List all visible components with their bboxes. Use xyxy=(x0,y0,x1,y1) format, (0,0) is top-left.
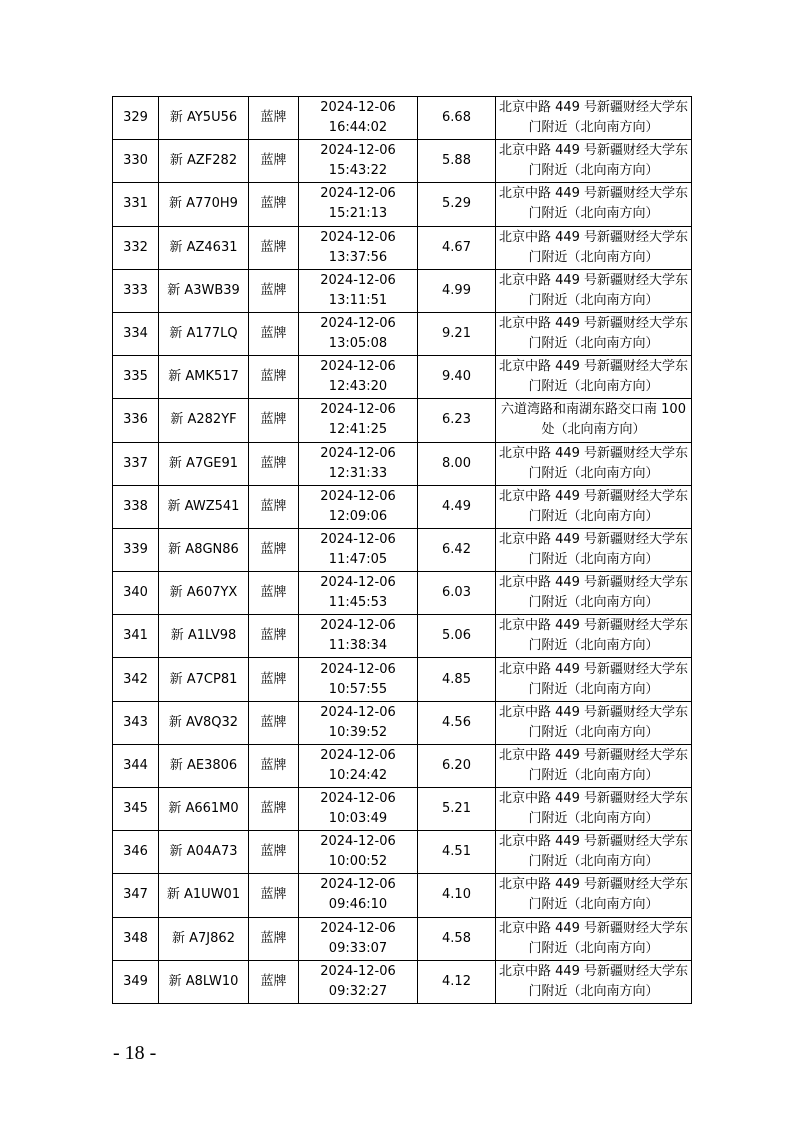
table-row xyxy=(113,356,692,399)
plate-number-cell: 新 A7GE91 xyxy=(159,442,249,485)
plate-number-cell: 新 A1UW01 xyxy=(159,874,249,917)
datetime-cell xyxy=(299,788,418,831)
row-number-cell: 333 xyxy=(113,269,159,312)
plate-color-cell: 蓝牌 xyxy=(249,701,299,744)
records-table xyxy=(112,96,692,1004)
row-number-cell: 341 xyxy=(113,615,159,658)
row-number-cell: 339 xyxy=(113,528,159,571)
row-number-cell: 330 xyxy=(113,140,159,183)
datetime-cell xyxy=(299,399,418,442)
row-number-cell: 331 xyxy=(113,183,159,226)
plate-number-cell: 新 A607YX xyxy=(159,572,249,615)
table-row xyxy=(113,615,692,658)
location-cell: 北京中路 449 号新疆财经大学东门附近（北向南方向） xyxy=(496,615,692,658)
table-row xyxy=(113,312,692,355)
value-cell: 4.49 xyxy=(418,485,496,528)
date-text: 2024-12-06 xyxy=(320,618,396,634)
value-cell: 6.42 xyxy=(418,528,496,571)
datetime-cell xyxy=(299,960,418,1003)
location-cell: 北京中路 449 号新疆财经大学东门附近（北向南方向） xyxy=(496,788,692,831)
date-text: 2024-12-06 xyxy=(320,445,396,461)
date-text: 2024-12-06 xyxy=(320,186,396,202)
date-text: 2024-12-06 xyxy=(320,402,396,418)
plate-color-cell: 蓝牌 xyxy=(249,744,299,787)
plate-color-cell: 蓝牌 xyxy=(249,485,299,528)
row-number-cell: 337 xyxy=(113,442,159,485)
value-cell: 8.00 xyxy=(418,442,496,485)
date-text: 2024-12-06 xyxy=(320,661,396,677)
table-row xyxy=(113,226,692,269)
date-text: 2024-12-06 xyxy=(320,920,396,936)
row-number-cell: 336 xyxy=(113,399,159,442)
table-row xyxy=(113,874,692,917)
date-text: 2024-12-06 xyxy=(320,316,396,332)
datetime-cell xyxy=(299,356,418,399)
date-text: 2024-12-06 xyxy=(320,272,396,288)
plate-color-cell: 蓝牌 xyxy=(249,572,299,615)
row-number-cell: 348 xyxy=(113,917,159,960)
time-text: 12:09:06 xyxy=(328,508,388,524)
location-cell: 北京中路 449 号新疆财经大学东门附近（北向南方向） xyxy=(496,356,692,399)
row-number-cell: 342 xyxy=(113,658,159,701)
plate-number-cell: 新 A04A73 xyxy=(159,831,249,874)
location-cell: 北京中路 449 号新疆财经大学东门附近（北向南方向） xyxy=(496,312,692,355)
value-cell: 4.99 xyxy=(418,269,496,312)
time-text: 13:11:51 xyxy=(328,292,388,308)
row-number-cell: 343 xyxy=(113,701,159,744)
datetime-cell xyxy=(299,183,418,226)
location-cell: 北京中路 449 号新疆财经大学东门附近（北向南方向） xyxy=(496,701,692,744)
datetime-cell xyxy=(299,615,418,658)
plate-number-cell: 新 A770H9 xyxy=(159,183,249,226)
row-number-cell: 334 xyxy=(113,312,159,355)
row-number-cell: 332 xyxy=(113,226,159,269)
value-cell: 6.23 xyxy=(418,399,496,442)
datetime-cell xyxy=(299,744,418,787)
date-text: 2024-12-06 xyxy=(320,229,396,245)
row-number-cell: 346 xyxy=(113,831,159,874)
time-text: 12:41:25 xyxy=(328,422,388,438)
location-cell: 北京中路 449 号新疆财经大学东门附近（北向南方向） xyxy=(496,97,692,140)
date-text: 2024-12-06 xyxy=(320,877,396,893)
plate-number-cell: 新 A177LQ xyxy=(159,312,249,355)
plate-number-cell: 新 AY5U56 xyxy=(159,97,249,140)
table-row xyxy=(113,97,692,140)
datetime-cell xyxy=(299,701,418,744)
row-number-cell: 347 xyxy=(113,874,159,917)
plate-color-cell: 蓝牌 xyxy=(249,960,299,1003)
location-cell: 北京中路 449 号新疆财经大学东门附近（北向南方向） xyxy=(496,269,692,312)
table-row xyxy=(113,528,692,571)
plate-color-cell: 蓝牌 xyxy=(249,917,299,960)
time-text: 15:43:22 xyxy=(328,163,388,179)
location-cell: 北京中路 449 号新疆财经大学东门附近（北向南方向） xyxy=(496,874,692,917)
row-number-cell: 349 xyxy=(113,960,159,1003)
plate-color-cell: 蓝牌 xyxy=(249,97,299,140)
location-cell: 北京中路 449 号新疆财经大学东门附近（北向南方向） xyxy=(496,572,692,615)
plate-color-cell: 蓝牌 xyxy=(249,312,299,355)
table-row xyxy=(113,269,692,312)
plate-color-cell: 蓝牌 xyxy=(249,399,299,442)
plate-number-cell: 新 AMK517 xyxy=(159,356,249,399)
table-row xyxy=(113,788,692,831)
value-cell: 4.58 xyxy=(418,917,496,960)
datetime-cell xyxy=(299,97,418,140)
time-text: 10:24:42 xyxy=(328,767,388,783)
plate-color-cell: 蓝牌 xyxy=(249,658,299,701)
value-cell: 6.03 xyxy=(418,572,496,615)
time-text: 10:57:55 xyxy=(328,681,388,697)
plate-color-cell: 蓝牌 xyxy=(249,788,299,831)
time-text: 13:05:08 xyxy=(328,336,388,352)
location-cell: 北京中路 449 号新疆财经大学东门附近（北向南方向） xyxy=(496,183,692,226)
time-text: 11:47:05 xyxy=(328,551,388,567)
row-number-cell: 344 xyxy=(113,744,159,787)
table-row xyxy=(113,960,692,1003)
row-number-cell: 329 xyxy=(113,97,159,140)
plate-color-cell: 蓝牌 xyxy=(249,442,299,485)
date-text: 2024-12-06 xyxy=(320,834,396,850)
location-cell: 北京中路 449 号新疆财经大学东门附近（北向南方向） xyxy=(496,658,692,701)
datetime-cell xyxy=(299,312,418,355)
plate-color-cell: 蓝牌 xyxy=(249,356,299,399)
value-cell: 5.88 xyxy=(418,140,496,183)
value-cell: 5.21 xyxy=(418,788,496,831)
value-cell: 6.68 xyxy=(418,97,496,140)
table-row xyxy=(113,140,692,183)
table-row xyxy=(113,831,692,874)
plate-color-cell: 蓝牌 xyxy=(249,140,299,183)
time-text: 11:38:34 xyxy=(328,638,388,654)
table-row xyxy=(113,399,692,442)
value-cell: 5.06 xyxy=(418,615,496,658)
value-cell: 4.12 xyxy=(418,960,496,1003)
table-row xyxy=(113,485,692,528)
time-text: 10:03:49 xyxy=(328,811,388,827)
date-text: 2024-12-06 xyxy=(320,359,396,375)
plate-number-cell: 新 A1LV98 xyxy=(159,615,249,658)
time-text: 09:33:07 xyxy=(328,940,388,956)
row-number-cell: 335 xyxy=(113,356,159,399)
plate-color-cell: 蓝牌 xyxy=(249,183,299,226)
datetime-cell xyxy=(299,831,418,874)
datetime-cell xyxy=(299,658,418,701)
table-row xyxy=(113,442,692,485)
date-text: 2024-12-06 xyxy=(320,575,396,591)
plate-number-cell: 新 A7CP81 xyxy=(159,658,249,701)
time-text: 11:45:53 xyxy=(328,595,388,611)
plate-number-cell: 新 AZF282 xyxy=(159,140,249,183)
plate-number-cell: 新 A661M0 xyxy=(159,788,249,831)
date-text: 2024-12-06 xyxy=(320,100,396,116)
time-text: 12:31:33 xyxy=(328,465,388,481)
table-row xyxy=(113,658,692,701)
date-text: 2024-12-06 xyxy=(320,488,396,504)
value-cell: 5.29 xyxy=(418,183,496,226)
time-text: 15:21:13 xyxy=(328,206,388,222)
datetime-cell xyxy=(299,874,418,917)
time-text: 12:43:20 xyxy=(328,379,388,395)
date-text: 2024-12-06 xyxy=(320,143,396,159)
location-cell: 北京中路 449 号新疆财经大学东门附近（北向南方向） xyxy=(496,485,692,528)
row-number-cell: 345 xyxy=(113,788,159,831)
value-cell: 4.56 xyxy=(418,701,496,744)
value-cell: 9.40 xyxy=(418,356,496,399)
time-text: 16:44:02 xyxy=(328,120,388,136)
date-text: 2024-12-06 xyxy=(320,531,396,547)
table-row xyxy=(113,917,692,960)
location-cell: 北京中路 449 号新疆财经大学东门附近（北向南方向） xyxy=(496,528,692,571)
plate-color-cell: 蓝牌 xyxy=(249,226,299,269)
row-number-cell: 338 xyxy=(113,485,159,528)
datetime-cell xyxy=(299,140,418,183)
plate-color-cell: 蓝牌 xyxy=(249,269,299,312)
value-cell: 6.20 xyxy=(418,744,496,787)
datetime-cell xyxy=(299,269,418,312)
value-cell: 9.21 xyxy=(418,312,496,355)
plate-color-cell: 蓝牌 xyxy=(249,615,299,658)
plate-number-cell: 新 A3WB39 xyxy=(159,269,249,312)
datetime-cell xyxy=(299,226,418,269)
time-text: 13:37:56 xyxy=(328,249,388,265)
table-row xyxy=(113,572,692,615)
location-cell: 北京中路 449 号新疆财经大学东门附近（北向南方向） xyxy=(496,442,692,485)
date-text: 2024-12-06 xyxy=(320,963,396,979)
location-cell: 北京中路 449 号新疆财经大学东门附近（北向南方向） xyxy=(496,917,692,960)
plate-color-cell: 蓝牌 xyxy=(249,874,299,917)
table-row xyxy=(113,183,692,226)
location-cell: 六道湾路和南湖东路交口南 100 处（北向南方向） xyxy=(496,399,692,442)
plate-number-cell: 新 AE3806 xyxy=(159,744,249,787)
page-number: - 18 - xyxy=(113,1042,157,1064)
plate-color-cell: 蓝牌 xyxy=(249,528,299,571)
time-text: 09:46:10 xyxy=(328,897,388,913)
value-cell: 4.10 xyxy=(418,874,496,917)
datetime-cell xyxy=(299,528,418,571)
plate-number-cell: 新 A8LW10 xyxy=(159,960,249,1003)
location-cell: 北京中路 449 号新疆财经大学东门附近（北向南方向） xyxy=(496,831,692,874)
plate-color-cell: 蓝牌 xyxy=(249,831,299,874)
plate-number-cell: 新 A282YF xyxy=(159,399,249,442)
date-text: 2024-12-06 xyxy=(320,704,396,720)
location-cell: 北京中路 449 号新疆财经大学东门附近（北向南方向） xyxy=(496,960,692,1003)
datetime-cell xyxy=(299,485,418,528)
plate-number-cell: 新 A7J862 xyxy=(159,917,249,960)
time-text: 10:00:52 xyxy=(328,854,388,870)
datetime-cell xyxy=(299,572,418,615)
location-cell: 北京中路 449 号新疆财经大学东门附近（北向南方向） xyxy=(496,226,692,269)
plate-number-cell: 新 AV8Q32 xyxy=(159,701,249,744)
plate-number-cell: 新 AWZ541 xyxy=(159,485,249,528)
table-row xyxy=(113,744,692,787)
value-cell: 4.67 xyxy=(418,226,496,269)
time-text: 10:39:52 xyxy=(328,724,388,740)
location-cell: 北京中路 449 号新疆财经大学东门附近（北向南方向） xyxy=(496,744,692,787)
value-cell: 4.85 xyxy=(418,658,496,701)
time-text: 09:32:27 xyxy=(328,983,388,999)
datetime-cell xyxy=(299,442,418,485)
value-cell: 4.51 xyxy=(418,831,496,874)
datetime-cell xyxy=(299,917,418,960)
date-text: 2024-12-06 xyxy=(320,747,396,763)
location-cell: 北京中路 449 号新疆财经大学东门附近（北向南方向） xyxy=(496,140,692,183)
table-row xyxy=(113,701,692,744)
plate-number-cell: 新 AZ4631 xyxy=(159,226,249,269)
date-text: 2024-12-06 xyxy=(320,791,396,807)
plate-number-cell: 新 A8GN86 xyxy=(159,528,249,571)
records-table-body xyxy=(113,97,692,1004)
row-number-cell: 340 xyxy=(113,572,159,615)
